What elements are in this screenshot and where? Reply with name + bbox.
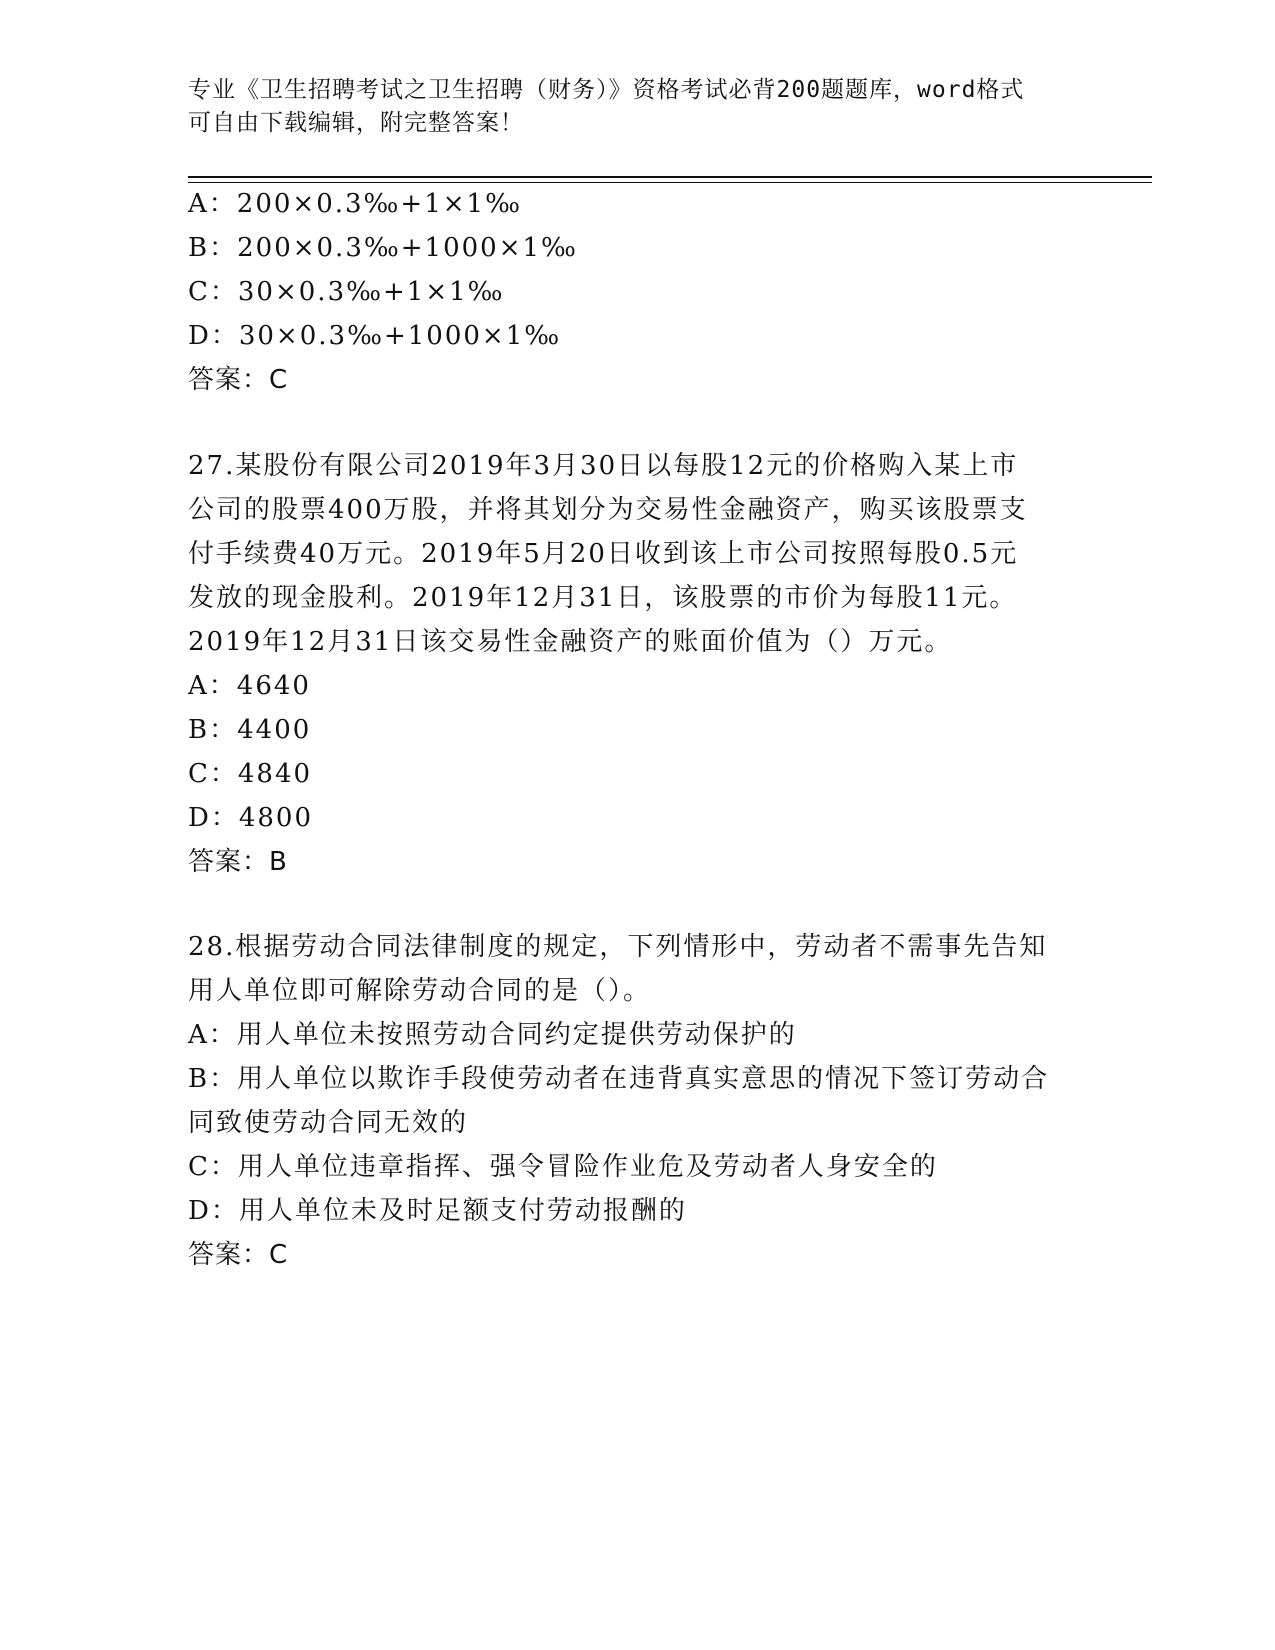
q26-option-c: C：30×0.3‰+1×1‰ — [188, 277, 505, 307]
q28-option-b-line-2: 同致使劳动合同无效的 — [188, 1108, 469, 1138]
header-rule-thick — [188, 176, 1152, 178]
q26-answer: 答案：C — [188, 365, 289, 395]
q27-option-c: C：4840 — [188, 759, 313, 789]
q28-option-c: C：用人单位违章指挥、强令冒险作业危及劳动者人身安全的 — [188, 1152, 938, 1182]
q27-stem-line-1: 27.某股份有限公司2019年3月30日以每股12元的价格购入某上市 — [188, 451, 1019, 481]
q26-option-b: B：200×0.3‰+1000×1‰ — [188, 233, 578, 263]
q27-option-d: D：4800 — [188, 803, 314, 833]
q27-option-a: A：4640 — [188, 671, 311, 701]
q27-answer: 答案：B — [188, 847, 288, 877]
header-line-1: 专业《卫生招聘考试之卫生招聘（财务）》资格考试必背200题题库，word格式 — [188, 77, 1025, 103]
q28-option-a: A：用人单位未按照劳动合同约定提供劳动保护的 — [188, 1020, 797, 1050]
q27-stem-line-2: 公司的股票400万股，并将其划分为交易性金融资产，购买该股票支 — [188, 495, 1028, 525]
q26-option-d: D：30×0.3‰+1000×1‰ — [188, 321, 562, 351]
header-rule-thin — [188, 182, 1152, 183]
q27-option-b: B：4400 — [188, 715, 312, 745]
q27-stem-line-5: 2019年12月31日该交易性金融资产的账面价值为（）万元。 — [188, 627, 953, 657]
q28-stem-line-1: 28.根据劳动合同法律制度的规定，下列情形中，劳动者不需事先告知 — [188, 932, 1048, 962]
document-header — [188, 74, 1088, 140]
q28-stem-line-2: 用人单位即可解除劳动合同的是（）。 — [188, 976, 652, 1006]
q27-stem-line-3: 付手续费40万元。2019年5月20日收到该上市公司按照每股0.5元 — [188, 539, 1019, 569]
q28-answer: 答案：C — [188, 1240, 289, 1270]
q28-option-b-line-1: B：用人单位以欺诈手段使劳动者在违背真实意思的情况下签订劳动合 — [188, 1064, 1050, 1094]
q27-stem-line-4: 发放的现金股利。2019年12月31日，该股票的市价为每股11元。 — [188, 583, 1018, 613]
q26-option-a: A：200×0.3‰+1×1‰ — [188, 189, 522, 219]
q28-option-d: D：用人单位未及时足额支付劳动报酬的 — [188, 1196, 687, 1226]
header-line-2: 可自由下载编辑，附完整答案！ — [188, 110, 524, 136]
